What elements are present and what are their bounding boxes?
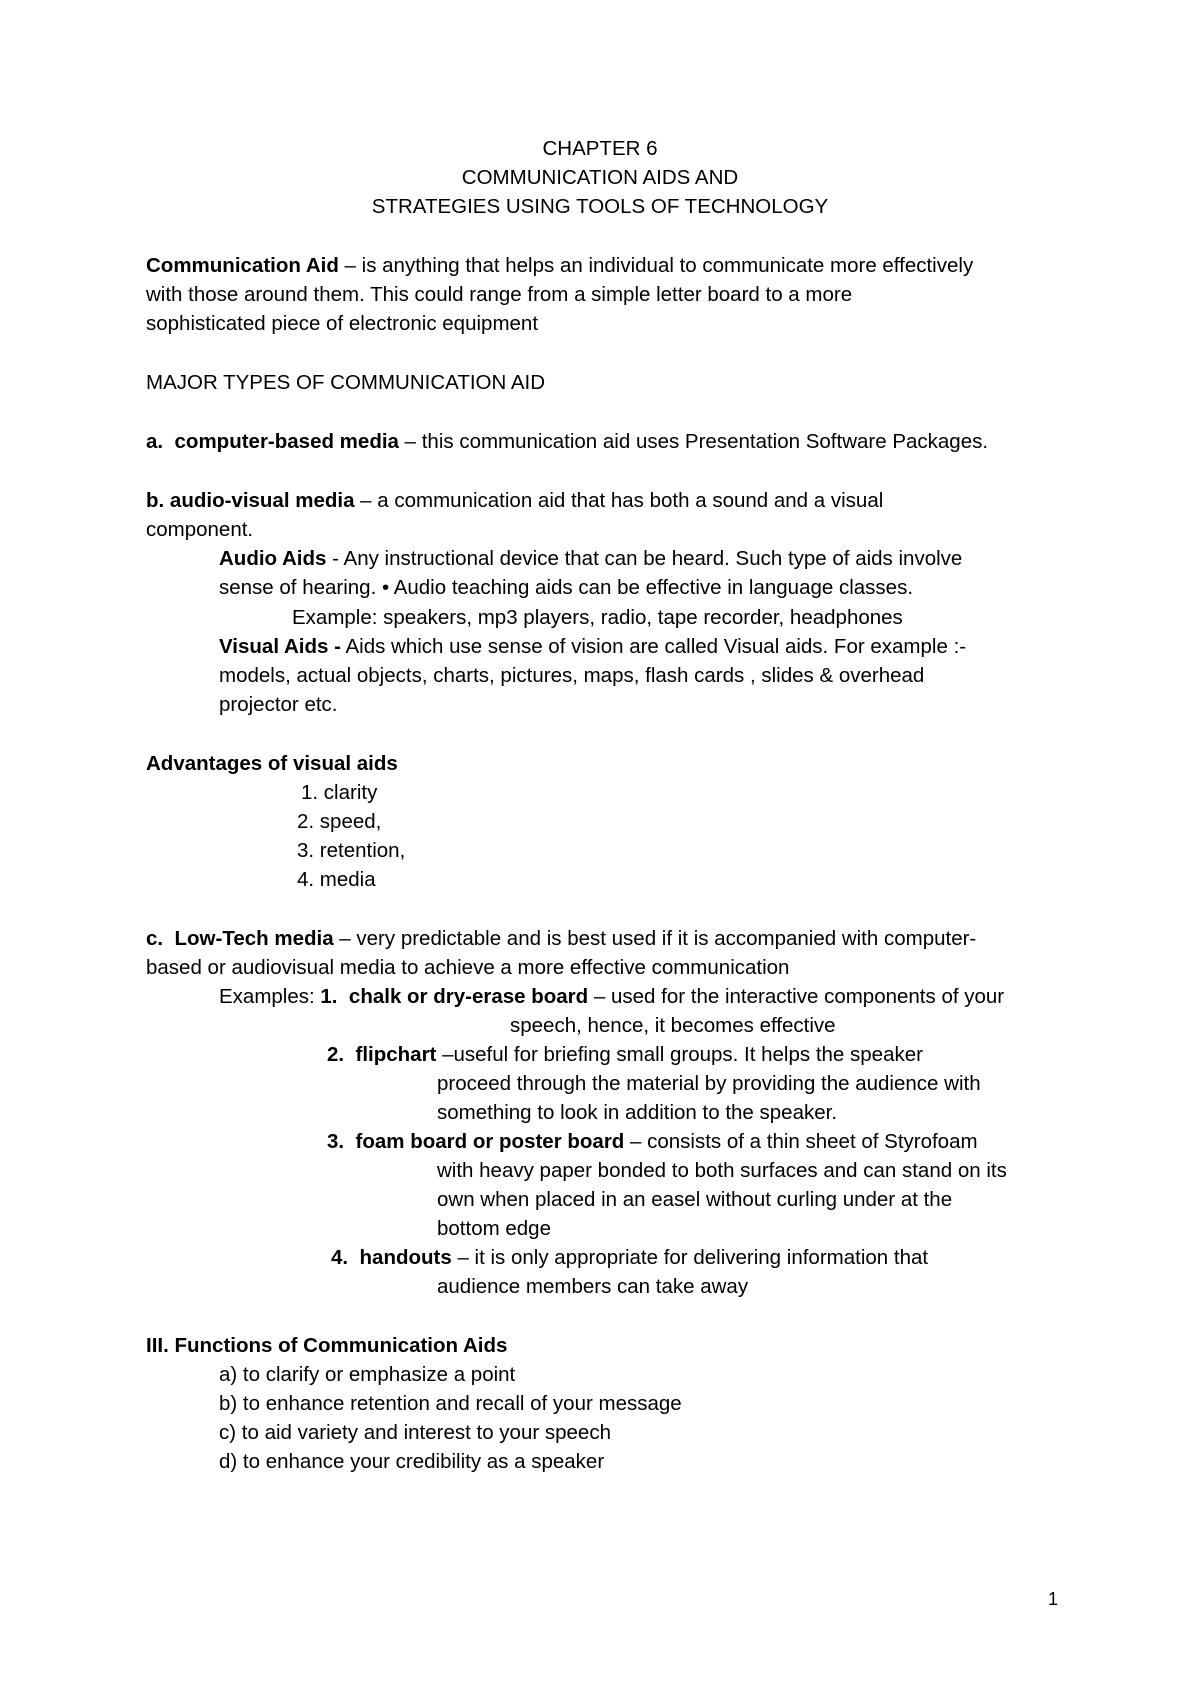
- major-types-heading: MAJOR TYPES OF COMMUNICATION AID: [146, 371, 546, 394]
- audio-aids-term: Audio Aids: [219, 547, 327, 570]
- type-b: b. audio-visual media – a communication aid that has both a sound and a visual: [146, 489, 884, 512]
- definition-line-2: with those around them. This could range from a simple letter board to a more: [146, 283, 853, 306]
- function-item: d) to enhance your credibility as a speaker: [219, 1450, 605, 1473]
- functions-heading: III. Functions of Communication Aids: [146, 1334, 508, 1357]
- function-item: a) to clarify or emphasize a point: [219, 1363, 516, 1386]
- example-2-line-2: proceed through the material by providing the audience with: [437, 1072, 981, 1095]
- examples-label: Examples:: [219, 985, 321, 1008]
- definition-line-1: Communication Aid – is anything that helps an individual to communicate more effectively: [146, 254, 974, 277]
- example-2-term: flipchart: [355, 1043, 437, 1066]
- advantage-item: 2. speed,: [297, 810, 382, 833]
- example-2-line-3: something to look in addition to the speaker.: [437, 1101, 838, 1124]
- advantage-item: 4. media: [297, 868, 376, 891]
- advantages-heading: Advantages of visual aids: [146, 752, 398, 775]
- example-1: Examples: 1. chalk or dry-erase board – used for the interactive components of your: [219, 985, 1005, 1008]
- page-number: 1: [1048, 1589, 1059, 1609]
- type-a-term: computer-based media: [174, 430, 399, 453]
- example-2: 2. flipchart –useful for briefing small groups. It helps the speaker: [327, 1043, 923, 1066]
- example-4: 4. handouts – it is only appropriate for delivering information that: [331, 1246, 929, 1269]
- type-a: a. computer-based media – this communication aid uses Presentation Software Packages.: [146, 430, 989, 453]
- visual-aids-term: Visual Aids -: [219, 635, 341, 658]
- title-line-1: COMMUNICATION AIDS AND: [461, 166, 739, 189]
- example-4-term: handouts: [359, 1246, 452, 1269]
- visual-aids-line-3: projector etc.: [219, 693, 338, 716]
- example-4-line-2: audience members can take away: [437, 1275, 749, 1298]
- advantage-item: 3. retention,: [297, 839, 406, 862]
- chapter-label: CHAPTER 6: [542, 137, 658, 160]
- definition-line-3: sophisticated piece of electronic equipment: [146, 312, 539, 335]
- example-3-line-2: with heavy paper bonded to both surfaces and can stand on its: [437, 1159, 1007, 1182]
- lowtech-line-1: c. Low-Tech media – very predictable and is best used if it is accompanied with computer-: [146, 927, 977, 950]
- advantage-item: 1. clarity: [301, 781, 378, 804]
- audio-aids-line-1: Audio Aids - Any instructional device that can be heard. Such type of aids involve: [219, 547, 963, 570]
- lowtech-term: Low-Tech media: [174, 927, 334, 950]
- definition-term: Communication Aid: [146, 254, 339, 277]
- visual-aids-line-1: Visual Aids - Aids which use sense of vision are called Visual aids. For example :-: [219, 635, 967, 658]
- visual-aids-line-2: models, actual objects, charts, pictures, maps, flash cards , slides & overhead: [219, 664, 925, 687]
- example-3-line-4: bottom edge: [437, 1217, 551, 1240]
- lowtech-line-2: based or audiovisual media to achieve a more effective communication: [146, 956, 790, 979]
- type-b-line-2: component.: [146, 518, 254, 541]
- function-item: b) to enhance retention and recall of your message: [219, 1392, 682, 1415]
- title-line-2: STRATEGIES USING TOOLS OF TECHNOLOGY: [371, 195, 829, 218]
- type-b-term: audio-visual media: [169, 489, 355, 512]
- audio-aids-line-2: sense of hearing. • Audio teaching aids can be effective in language classes.: [219, 576, 914, 599]
- example-1-line-2: speech, hence, it becomes effective: [510, 1014, 836, 1037]
- audio-aids-example: Example: speakers, mp3 players, radio, tape recorder, headphones: [292, 606, 903, 629]
- example-3-term: foam board or poster board: [355, 1130, 625, 1153]
- function-item: c) to aid variety and interest to your speech: [219, 1421, 611, 1444]
- example-3: 3. foam board or poster board – consists of a thin sheet of Styrofoam: [327, 1130, 978, 1153]
- example-1-term: chalk or dry-erase board: [348, 985, 589, 1008]
- example-3-line-3: own when placed in an easel without curling under at the: [437, 1188, 953, 1211]
